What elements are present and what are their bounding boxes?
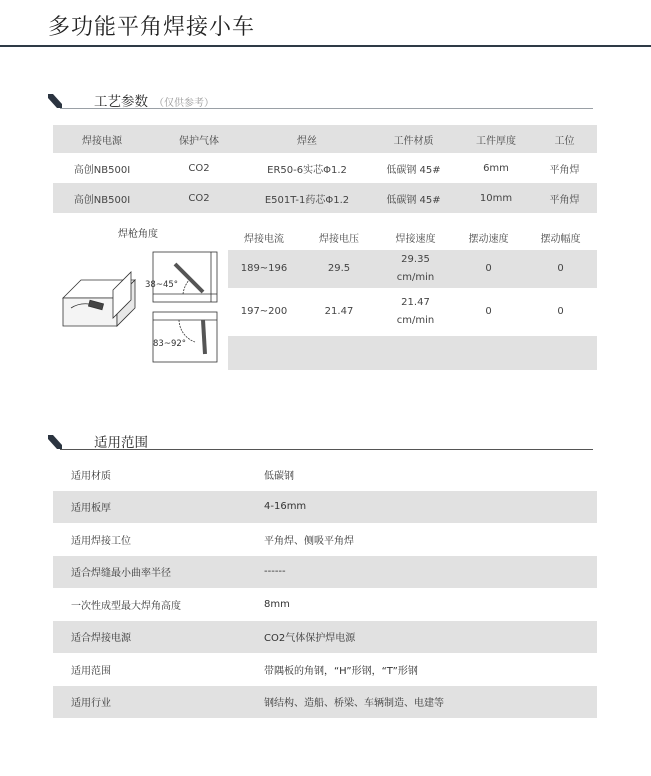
torch-angle-diagram <box>53 250 225 365</box>
col-header: 焊接电流 <box>244 233 284 245</box>
scope-value: 低碳钢 <box>264 470 294 482</box>
scope-value: ------ <box>263 556 597 589</box>
table-cell: 高创NB500I <box>53 183 151 213</box>
col-header: 保护气体 <box>151 125 247 153</box>
scope-value: 平角焊、侧吸平角焊 <box>264 535 354 547</box>
table-row <box>228 288 597 336</box>
table-row <box>53 621 597 654</box>
table-cell: 0 <box>485 306 492 317</box>
col-header: 摆动速度 <box>468 233 509 245</box>
table-row <box>53 556 597 589</box>
table-row <box>53 153 597 183</box>
table-row <box>53 183 597 213</box>
col-header: 工件材质 <box>367 125 460 153</box>
scope-label: 适用范围 <box>71 665 111 677</box>
table-cell: CO2 <box>188 162 210 174</box>
table-cell: 29.5 <box>300 250 378 288</box>
table-cell: 197~200 <box>240 306 288 317</box>
table-row <box>228 250 597 288</box>
scope-value: 8mm <box>264 598 290 610</box>
process-params-table <box>53 125 597 213</box>
speed-unit: cm/min <box>396 272 435 283</box>
col-header: 焊丝 <box>247 125 367 153</box>
process-section-note: （仅供参考） <box>154 98 214 109</box>
section-marker-icon <box>48 94 62 108</box>
speed-unit: cm/min <box>396 315 435 326</box>
lower-angle-text: 83~92° <box>153 339 187 349</box>
scope-value: 带隅板的角钢，“H”形钢，“T”形钢 <box>264 665 418 677</box>
table-cell: 平角焊 <box>532 183 597 213</box>
table-cell <box>378 250 453 288</box>
scope-section-header <box>48 431 593 455</box>
table-row-empty <box>228 336 597 370</box>
table-header-row <box>228 224 597 250</box>
table-cell: E501T-1药芯Φ1.2 <box>247 183 367 213</box>
table-row <box>53 588 597 621</box>
table-row <box>53 458 597 491</box>
torch-angle-label: 焊枪角度 <box>118 229 158 240</box>
col-header: 焊接电源 <box>53 125 151 153</box>
table-cell: 0 <box>557 306 564 317</box>
workpiece-illustration <box>63 272 135 326</box>
table-header-row <box>53 125 597 153</box>
section-marker-icon <box>48 435 62 449</box>
table-cell: 0 <box>453 250 524 288</box>
lower-angle-view <box>153 312 217 362</box>
table-row <box>53 653 597 686</box>
col-header: 焊接速度 <box>395 233 436 245</box>
table-cell: 0 <box>524 250 597 288</box>
scope-section-title: 适用范围 <box>94 435 148 451</box>
table-cell: 189~196 <box>228 250 300 288</box>
weld-params-table <box>228 224 597 370</box>
col-header: 工位 <box>532 125 597 153</box>
table-cell: 低碳钢 45# <box>367 183 460 213</box>
table-row <box>53 686 597 719</box>
scope-table <box>53 458 597 718</box>
scope-label: 适用焊接工位 <box>71 535 131 547</box>
table-cell: 6mm <box>483 162 509 174</box>
scope-label: 适用板厚 <box>53 491 263 524</box>
table-cell: 高创NB500I <box>73 164 131 176</box>
table-cell: CO2 <box>151 183 247 213</box>
scope-label: 适用材质 <box>71 470 111 482</box>
process-section-header <box>48 90 593 114</box>
title-divider <box>0 45 651 47</box>
table-cell: 21.47 <box>324 306 354 317</box>
scope-label: 适用行业 <box>53 686 263 719</box>
col-header: 摆动幅度 <box>540 233 581 245</box>
scope-value: CO2气体保护焊电源 <box>263 621 597 654</box>
table-cell: ER50-6实芯Φ1.2 <box>267 164 347 176</box>
table-row <box>53 523 597 556</box>
page-title: 多功能平角焊接小车 <box>48 15 256 40</box>
table-row <box>53 491 597 524</box>
table-cell <box>378 288 453 336</box>
table-cell: 低碳钢 45# <box>386 164 441 176</box>
table-cell: 10mm <box>460 183 532 213</box>
scope-value: 4-16mm <box>263 491 597 524</box>
col-header: 焊接电压 <box>319 233 359 245</box>
scope-label: 适合焊接电源 <box>53 621 263 654</box>
speed-value: 21.47 <box>401 297 430 308</box>
scope-label: 适合焊缝最小曲率半径 <box>53 556 263 589</box>
col-header: 工件厚度 <box>460 125 532 153</box>
process-section-title: 工艺参数 <box>94 94 148 110</box>
upper-angle-text: 38~45° <box>145 280 179 290</box>
scope-value: 钢结构、造船、桥梁、车辆制造、电建等 <box>263 686 597 719</box>
speed-value: 29.35 <box>401 254 430 265</box>
upper-angle-view <box>153 252 217 302</box>
scope-label: 一次性成型最大焊角高度 <box>71 600 181 612</box>
table-cell: 平角焊 <box>549 164 580 176</box>
